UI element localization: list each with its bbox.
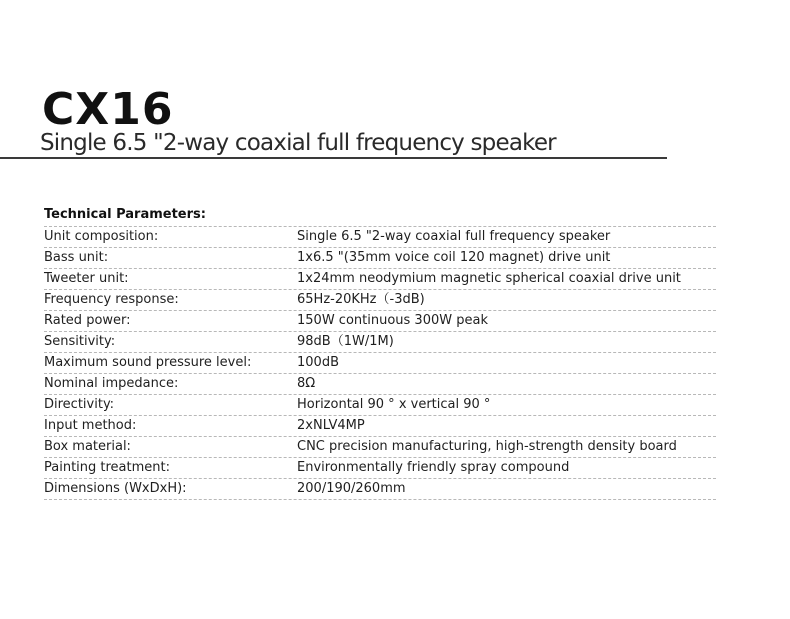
spec-label: Frequency response: <box>44 292 179 307</box>
spec-value: 150W continuous 300W peak <box>297 313 488 328</box>
spec-label: Unit composition: <box>44 229 159 244</box>
spec-value: 65Hz-20KHz（-3dB) <box>297 292 425 307</box>
spec-label: Dimensions (WxDxH): <box>44 481 187 496</box>
technical-parameters-heading: Technical Parameters: <box>44 205 716 227</box>
spec-label: Sensitivity: <box>44 334 116 349</box>
spec-label: Rated power: <box>44 313 131 328</box>
spec-value: Environmentally friendly spray compound <box>297 460 570 475</box>
spec-value: 100dB <box>297 355 339 370</box>
spec-value: CNC precision manufacturing, high-strength density board <box>297 439 677 454</box>
spec-row-input-method <box>44 416 716 437</box>
spec-row-sensitivity <box>44 332 716 353</box>
spec-value: 200/190/260mm <box>297 481 406 496</box>
spec-label: Box material: <box>44 439 131 454</box>
spec-value: 1x24mm neodymium magnetic spherical coaxial drive unit <box>297 271 681 286</box>
spec-value: 1x6.5 "(35mm voice coil 120 magnet) drive unit <box>297 250 611 265</box>
product-description: Single 6.5 "2-way coaxial full frequency speaker <box>40 130 556 156</box>
spec-row-directivity <box>44 395 716 416</box>
spec-row-bass-unit <box>44 248 716 269</box>
spec-row-rated-power <box>44 311 716 332</box>
spec-label: Directivity: <box>44 397 115 412</box>
spec-value: 2xNLV4MP <box>297 418 365 433</box>
spec-row-box-material <box>44 437 716 458</box>
spec-value: 98dB（1W/1M) <box>297 334 394 349</box>
spec-row-painting-treatment <box>44 458 716 479</box>
spec-row-unit-composition <box>44 227 716 248</box>
spec-label: Input method: <box>44 418 137 433</box>
spec-row-dimensions <box>44 479 716 500</box>
spec-row-tweeter-unit <box>44 269 716 290</box>
spec-row-frequency-response <box>44 290 716 311</box>
spec-label: Bass unit: <box>44 250 109 265</box>
technical-parameters-table <box>44 205 716 500</box>
spec-value: Single 6.5 "2-way coaxial full frequency speaker <box>297 229 611 244</box>
title-divider <box>0 157 667 159</box>
product-model-title: CX16 <box>42 84 174 135</box>
spec-row-nominal-impedance <box>44 374 716 395</box>
spec-label: Nominal impedance: <box>44 376 179 391</box>
spec-label: Tweeter unit: <box>44 271 129 286</box>
spec-label: Maximum sound pressure level: <box>44 355 252 370</box>
spec-value: Horizontal 90 ° x vertical 90 ° <box>297 397 491 412</box>
spec-value: 8Ω <box>297 376 316 391</box>
spec-label: Painting treatment: <box>44 460 171 475</box>
spec-row-max-spl <box>44 353 716 374</box>
